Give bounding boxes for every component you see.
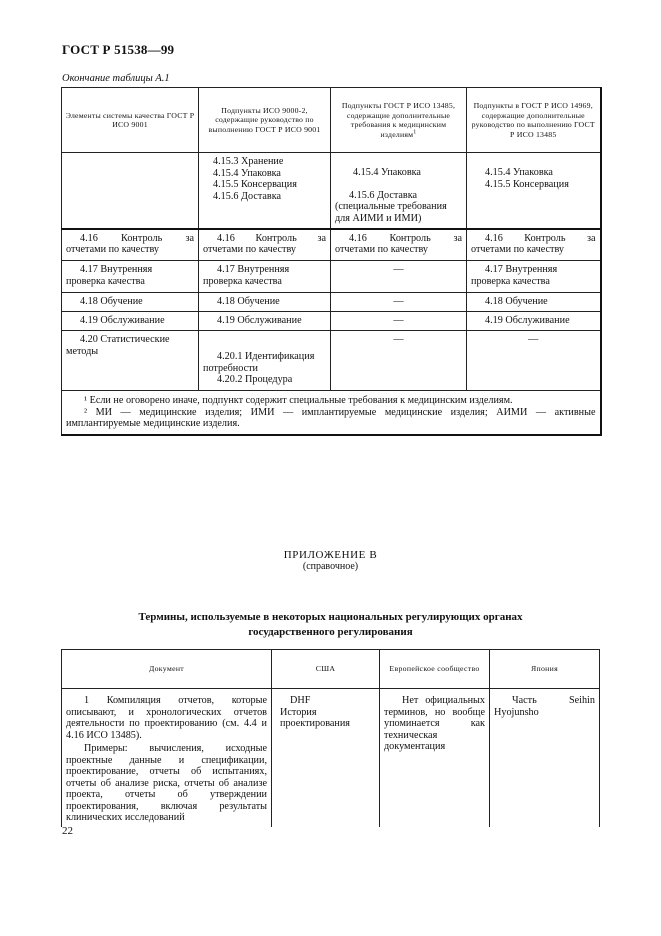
column-header: Подпункты ИСО 9000-2, содержащие руководство по выполнению ГОСТ Р ИСО 9001 [199, 88, 331, 153]
table-cell: 4.15.4 Упаковка 4.15.6 Доставка (специальные требования для АИМИ и ИМИ) [331, 153, 467, 229]
column-header: Европейское сообщество [380, 650, 490, 689]
table-cell: 4.18 Обучение [199, 293, 331, 312]
table-cell: 4.16 Контроль за отчетами по качеству [62, 229, 199, 261]
table-cell: DHF История проектирования [272, 689, 380, 827]
table-cell: 4.19 Обслуживание [467, 312, 601, 331]
appendix-title: ПРИЛОЖЕНИЕ В [283, 549, 378, 561]
column-header: Подпункты в ГОСТ Р ИСО 14969, содержащие дополнительные руководство по выполнению ГОСТ Р ИСО 13485 [467, 88, 601, 153]
appendix-heading: Термины, используемые в некоторых национальных регулирующих органах государственного регулирования [138, 611, 523, 638]
column-header: США [272, 650, 380, 689]
table-cell: 4.17 Внутренняя проверка качества [199, 261, 331, 293]
table-cell: 4.16 Контроль за отчетами по качеству [331, 229, 467, 261]
table-cell: 4.15.4 Упаковка 4.15.5 Консервация [467, 153, 601, 229]
column-header: Подпункты ГОСТ Р ИСО 13485, содержащие дополнительные требования к медицинским изделиям$^1$ [331, 88, 467, 153]
table-cell: — [467, 331, 601, 391]
table-header-row [62, 650, 600, 689]
table-row [62, 293, 601, 312]
table-terms [61, 649, 600, 827]
table-notes [62, 391, 601, 435]
document-code: ГОСТ Р 51538—99 [62, 42, 175, 57]
appendix-subtitle: (справочное) [302, 561, 359, 572]
table-cell: 4.16 Контроль за отчетами по качеству [467, 229, 601, 261]
table-cell: — [331, 312, 467, 331]
table-cell: — [331, 261, 467, 293]
table-row [62, 153, 601, 229]
table-cell: Нет официальных терминов, но вообще упоминается как техническая документация [380, 689, 490, 827]
table-cell: 4.15.3 Хранение 4.15.4 Упаковка 4.15.5 Консервация 4.15.6 Доставка [199, 153, 331, 229]
table-cell: 4.19 Обслуживание [62, 312, 199, 331]
table-row [62, 229, 601, 261]
table-cell: — [331, 293, 467, 312]
page-number: 22 [62, 825, 73, 837]
table-cell: 4.16 Контроль за отчетами по качеству [199, 229, 331, 261]
table-cell: 4.20.1 Идентификация потребности 4.20.2 Процедура [199, 331, 331, 391]
table-row [62, 312, 601, 331]
table-cell: 1 Компиляция отчетов, которые описывают, и хронологических отчетов деятельности по проектированию (см. 4.4 и 4.16 ИСО 13485). Примеры: вычисления, исходные проектные данные и спецификации, проектирование, отчеты об испытаниях, отчеты об анализе риска, отчеты об анализе проекта, отчеты об утверждении проектирования, включая результаты клинических исследований [62, 689, 272, 827]
footnote: ² МИ — медицинские изделия; ИМИ — имплантируемые медицинские изделия; АИМИ — активные имплантируемые медицинские изделия. [66, 406, 596, 429]
table-cell: 4.19 Обслуживание [199, 312, 331, 331]
table-row [62, 331, 601, 391]
table-cell: 4.17 Внутренняя проверка качества [62, 261, 199, 293]
table-caption: Окончание таблицы А.1 [62, 73, 170, 84]
footnote: ¹ Если не оговорено иначе, подпункт содержит специальные требования к медицинским изделиям. [84, 395, 513, 406]
column-header: Элементы системы качества ГОСТ Р ИСО 9001 [62, 88, 199, 153]
table-a1 [61, 87, 602, 436]
table-row [62, 689, 600, 827]
table-row [62, 261, 601, 293]
table-cell: 4.17 Внутренняя проверка качества [467, 261, 601, 293]
table-header-row [62, 88, 601, 153]
column-header: Документ [62, 650, 272, 689]
table-cell [62, 153, 199, 229]
column-header: Япония [490, 650, 600, 689]
table-cell: Часть Seihin Hyojunsho [490, 689, 600, 827]
table-cell: — [331, 331, 467, 391]
table-cell: 4.20 Статистические методы [62, 331, 199, 391]
table-cell: 4.18 Обучение [467, 293, 601, 312]
table-notes-row [62, 391, 601, 435]
table-cell: 4.18 Обучение [62, 293, 199, 312]
